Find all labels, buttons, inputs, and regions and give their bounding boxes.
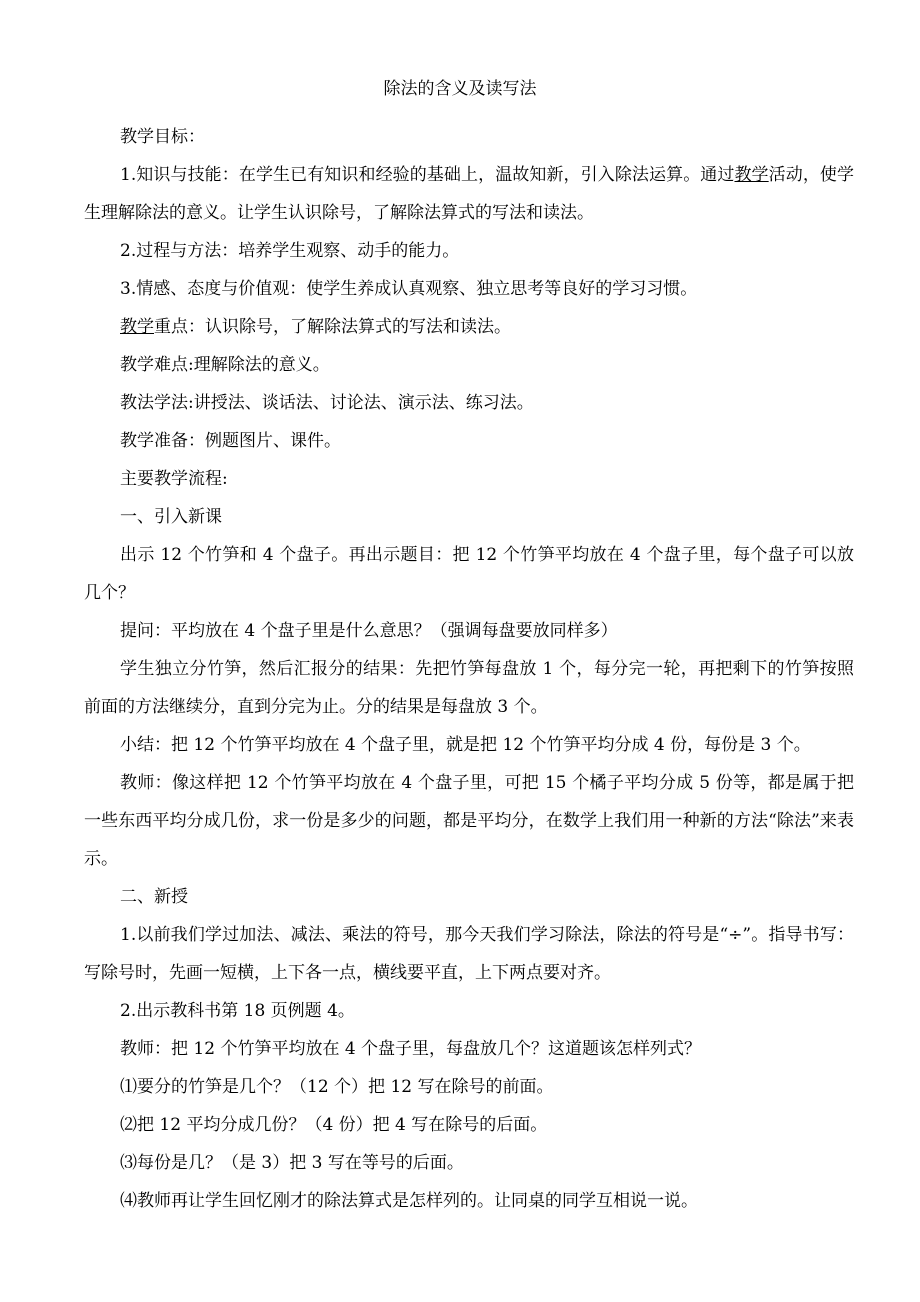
paragraph [84,118,854,156]
text-run: 小结：把 12 个竹笋平均放在 4 个盘子里，就是把 12 个竹笋平均分成 4 份，每份是 3 个。 [120,735,811,755]
paragraph [84,384,854,422]
paragraph [84,346,854,384]
paragraph [84,650,854,726]
text-run: 出示 12 个竹笋和 4 个盘子。再出示题目：把 12 个竹笋平均放在 4 个盘子里，每个盘子可以放几个？ [84,545,854,603]
paragraph [84,764,854,878]
paragraph [84,1068,854,1106]
text-run: 提问：平均放在 4 个盘子里是什么意思？（强调每盘要放同样多） [120,621,618,641]
text-run: ⑴要分的竹笋是几个？（12 个）把 12 写在除号的前面。 [120,1077,554,1097]
paragraph [84,916,854,992]
text-run: 主要教学流程: [120,469,228,489]
document-body [84,118,854,1220]
underlined-text: 教学 [120,317,154,337]
text-run: 教师：把 12 个竹笋平均放在 4 个盘子里，每盘放几个？这道题该怎样列式？ [120,1039,702,1059]
text-run: ⑵把 12 平均分成几份？（4 份）把 4 写在除号的后面。 [120,1115,548,1135]
text-run: 教法学法:讲授法、谈话法、讨论法、演示法、练习法。 [120,393,534,413]
paragraph [84,992,854,1030]
text-run: 一、引入新课 [120,507,222,527]
text-run: ⑷教师再让学生回忆刚才的除法算式是怎样列的。让同桌的同学互相说一说。 [120,1191,698,1211]
paragraph [84,1144,854,1182]
paragraph [84,612,854,650]
text-run: 二、新授 [120,887,188,907]
text-run: 教学目标： [120,127,205,147]
text-run: 2.过程与方法：培养学生观察、动手的能力。 [120,241,460,261]
paragraph [84,308,854,346]
text-run: 3.情感、态度与价值观：使学生养成认真观察、独立思考等良好的学习习惯。 [120,279,698,299]
text-run: 教学准备：例题图片、课件。 [120,431,341,451]
text-run: 活动，使学生理解除法的意义。让学生认识除号，了解除法算式的写法和读法。 [84,165,855,223]
paragraph [84,1030,854,1068]
paragraph [84,156,854,232]
underlined-text: 教学 [734,165,769,185]
text-run: 1.知识与技能：在学生已有知识和经验的基础上，温故知新，引入除法运算。通过 [120,165,735,185]
paragraph [84,270,854,308]
paragraph [84,1106,854,1144]
paragraph [84,232,854,270]
paragraph [84,498,854,536]
text-run: 1.以前我们学过加法、减法、乘法的符号，那今天我们学习除法，除法的符号是“÷”。指导书写：写除号时，先画一短横，上下各一点，横线要平直，上下两点要对齐。 [84,925,854,983]
paragraph [84,726,854,764]
text-run: 学生独立分竹笋，然后汇报分的结果：先把竹笋每盘放 1 个，每分完一轮，再把剩下的竹笋按照前面的方法继续分，直到分完为止。分的结果是每盘放 3 个。 [84,659,854,717]
text-run: 2.出示教科书第 18 页例题 4。 [120,1001,355,1021]
paragraph [84,878,854,916]
paragraph [84,536,854,612]
paragraph [84,422,854,460]
text-run: 重点：认识除号，了解除法算式的写法和读法。 [154,317,511,337]
paragraph [84,1182,854,1220]
text-run: 教师：像这样把 12 个竹笋平均放在 4 个盘子里，可把 15 个橘子平均分成 5 份等，都是属于把一些东西平均分成几份，求一份是多少的问题，都是平均分，在数学上我们用一种新的方法“除法”来表示。 [84,773,854,869]
text-run: 教学难点:理解除法的意义。 [120,355,330,375]
paragraph [84,460,854,498]
text-run: ⑶每份是几？（是 3）把 3 写在等号的后面。 [120,1153,464,1173]
document-title: 除法的含义及读写法 [383,79,537,99]
